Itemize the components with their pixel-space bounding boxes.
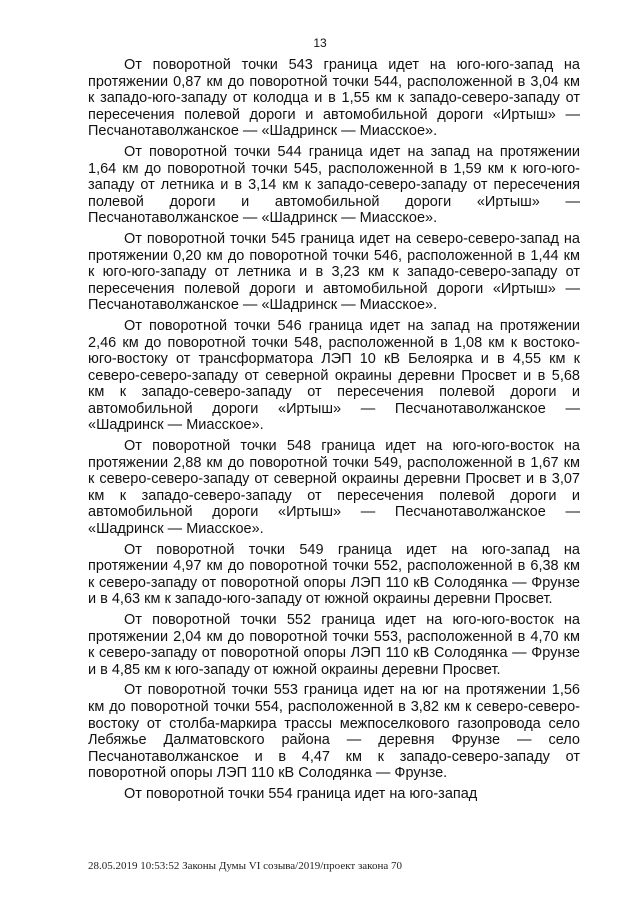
document-footer: 28.05.2019 10:53:52 Законы Думы VI созыва/2019/проект закона 70 [88,860,402,872]
paragraph-7: От поворотной точки 552 граница идет на юго-юго-восток на протяжении 2,04 км до поворотной точки 553, расположенной в 4,70 км к северо-западу от поворотной опоры ЛЭП 110 кВ Солодянка — Фрунзе и в 4,85 км к юго-западу от южной окраины деревни Просвет. [88,612,580,678]
page-number: 13 [313,36,327,50]
paragraph-3: От поворотной точки 545 граница идет на северо-северо-запад на протяжении 0,20 км до поворотной точки 546, расположенной в 1,44 км к юго-юго-западу от летника и в 3,23 км к западо-северо-западу от пересечения полевой дороги и автомобильной дороги «Иртыш» — Песчанотаволжанское — «Шадринск — Миасское». [88,230,580,314]
paragraph-1: От поворотной точки 543 граница идет на юго-юго-запад на протяжении 0,87 км до поворотной точки 544, расположенной в 3,04 км к западо-юго-западу от колодца и в 1,55 км к западо-северо-западу от пересечения полевой дороги и автомобильной дороги «Иртыш» — Песчанотаволжанское — «Шадринск — Миасское». [88,57,580,140]
paragraph-9: От поворотной точки 554 граница идет на юго-запад [124,785,478,802]
paragraph-5: От поворотной точки 548 граница идет на юго-юго-восток на протяжении 2,88 км до поворотной точки 549, расположенной в 1,67 км к северо-северо-западу от северной окраины деревни Просвет и в 3,07 км к западо-северо-западу от пересечения полевой дороги и автомобильной дороги «Иртыш» — Песчанотаволжанское — «Шадринск — Миасское». [88,438,580,538]
paragraph-6: От поворотной точки 549 граница идет на юго-запад на протяжении 4,97 км до поворотной точки 552, расположенной в 6,38 км к северо-западу от поворотной опоры ЛЭП 110 кВ Солодянка — Фрунзе и в 4,63 км к западо-юго-западу от южной окраины деревни Просвет. [88,541,580,608]
paragraph-2: От поворотной точки 544 граница идет на запад на протяжении 1,64 км до поворотной точки 545, расположенной в 1,59 км к юго-юго-западу от летника и в 3,14 км к западо-северо-западу от пересечения полевой дороги и автомобильной дороги «Иртыш» — Песчанотаволжанское — «Шадринск — Миасское». [88,143,580,227]
paragraph-8: От поворотной точки 553 граница идет на юг на протяжении 1,56 км до поворотной точки 554, расположенной в 3,82 км к северо-северо-востоку от столба-маркира трассы межпоселкового газопровода село Лебяжье Далматовского района — деревня Фрунзе — село Песчанотаволжанское и в 4,47 км к западо-северо-западу от поворотной опоры ЛЭП 110 кВ Солодянка — Фрунзе. [88,682,580,782]
document-body [88,57,580,807]
paragraph-4: От поворотной точки 546 граница идет на запад на протяжении 2,46 км до поворотной точки 548, расположенной в 1,08 км к востоко-юго-востоку от трансформатора ЛЭП 10 кВ Белоярка и в 4,55 км к северо-северо-западу от северной окраины деревни Просвет и в 5,68 км к западо-северо-западу от пересечения полевой дороги и автомобильной дороги «Иртыш» — Песчанотаволжанское — «Шадринск — Миасское». [88,317,580,434]
